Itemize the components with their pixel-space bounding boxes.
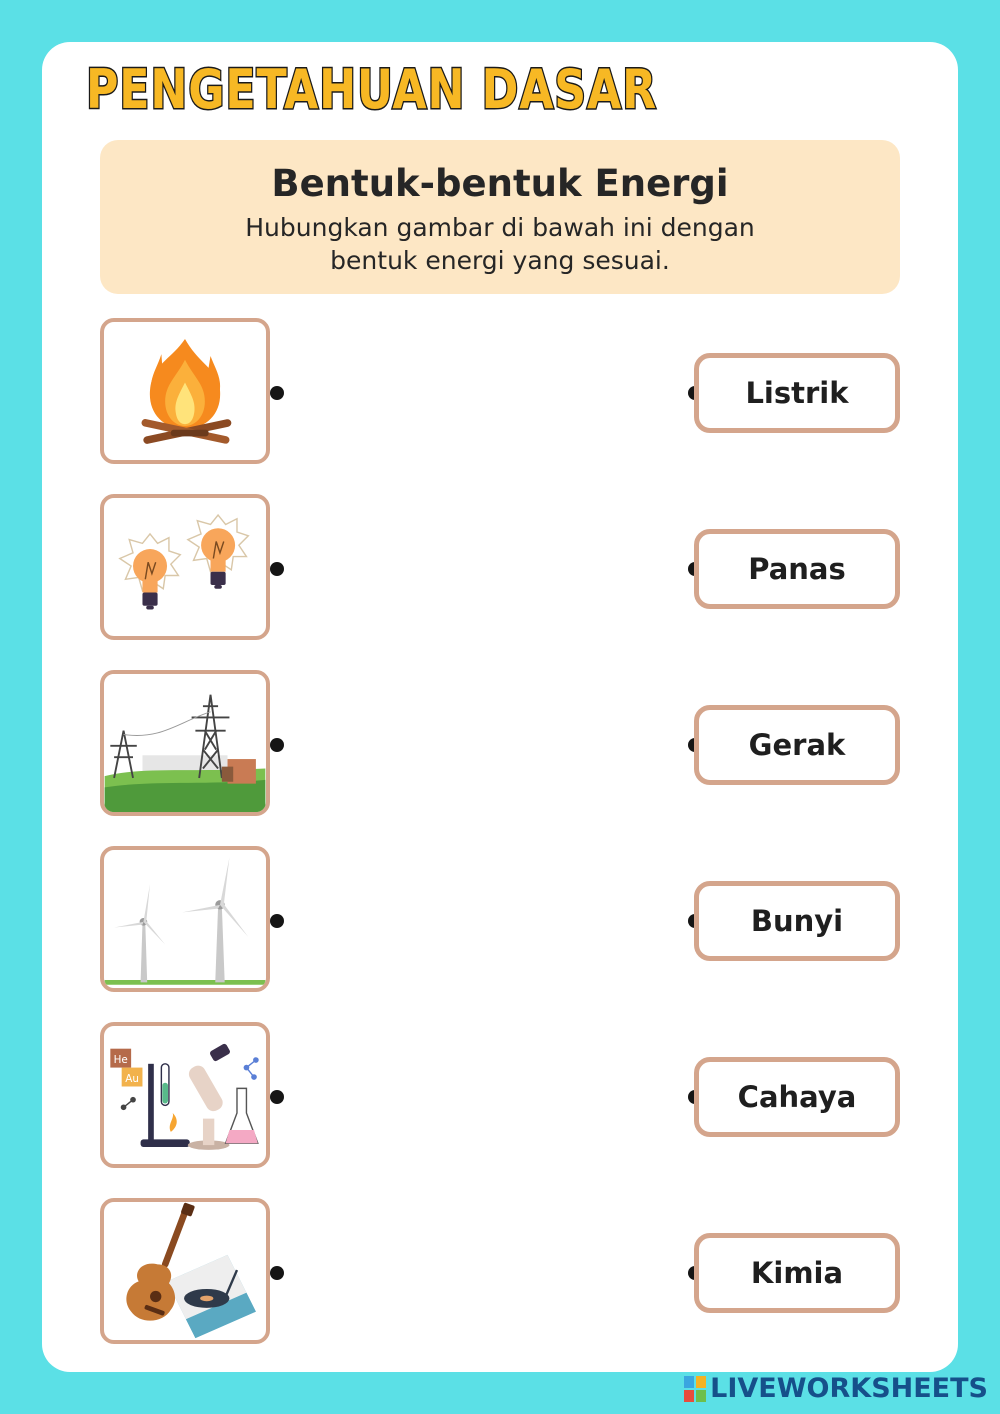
picture-connector-dot-5[interactable] bbox=[270, 1090, 284, 1104]
instruction-title: Bentuk-bentuk Energi bbox=[271, 162, 729, 205]
picture-box-6 bbox=[100, 1198, 270, 1344]
brand-text: LIVEWORKSHEETS bbox=[710, 1373, 988, 1404]
label-box-panas: Panas bbox=[694, 529, 900, 609]
element-tile-au: Au bbox=[125, 1072, 139, 1085]
campfire-icon bbox=[104, 322, 266, 460]
label-box-listrik: Listrik bbox=[694, 353, 900, 433]
wind-turbines-icon bbox=[104, 850, 266, 988]
label-box-kimia: Kimia bbox=[694, 1233, 900, 1313]
power-transmission-towers-icon bbox=[104, 674, 266, 812]
liveworksheets-logo-icon bbox=[684, 1376, 706, 1402]
guitar-record-player-icon bbox=[104, 1202, 266, 1340]
liveworksheets-brand[interactable] bbox=[684, 1373, 988, 1404]
light-bulbs-icon bbox=[104, 498, 266, 636]
instruction-panel bbox=[100, 140, 900, 294]
picture-connector-dot-2[interactable] bbox=[270, 562, 284, 576]
instruction-line-2: bentuk energi yang sesuai. bbox=[330, 246, 670, 275]
picture-connector-dot-1[interactable] bbox=[270, 386, 284, 400]
instruction-text bbox=[100, 211, 900, 277]
picture-box-2 bbox=[100, 494, 270, 640]
picture-box-3 bbox=[100, 670, 270, 816]
label-box-gerak: Gerak bbox=[694, 705, 900, 785]
label-box-bunyi: Bunyi bbox=[694, 881, 900, 961]
picture-connector-dot-6[interactable] bbox=[270, 1266, 284, 1280]
instruction-line-1: Hubungkan gambar di bawah ini dengan bbox=[245, 213, 755, 242]
picture-box-5 bbox=[100, 1022, 270, 1168]
chemistry-lab-icon bbox=[104, 1026, 266, 1164]
picture-connector-dot-3[interactable] bbox=[270, 738, 284, 752]
element-tile-he: He bbox=[113, 1053, 128, 1066]
label-box-cahaya: Cahaya bbox=[694, 1057, 900, 1137]
picture-box-4 bbox=[100, 846, 270, 992]
page-title: PENGETAHUAN DASAR bbox=[86, 58, 658, 121]
picture-connector-dot-4[interactable] bbox=[270, 914, 284, 928]
picture-box-1 bbox=[100, 318, 270, 464]
